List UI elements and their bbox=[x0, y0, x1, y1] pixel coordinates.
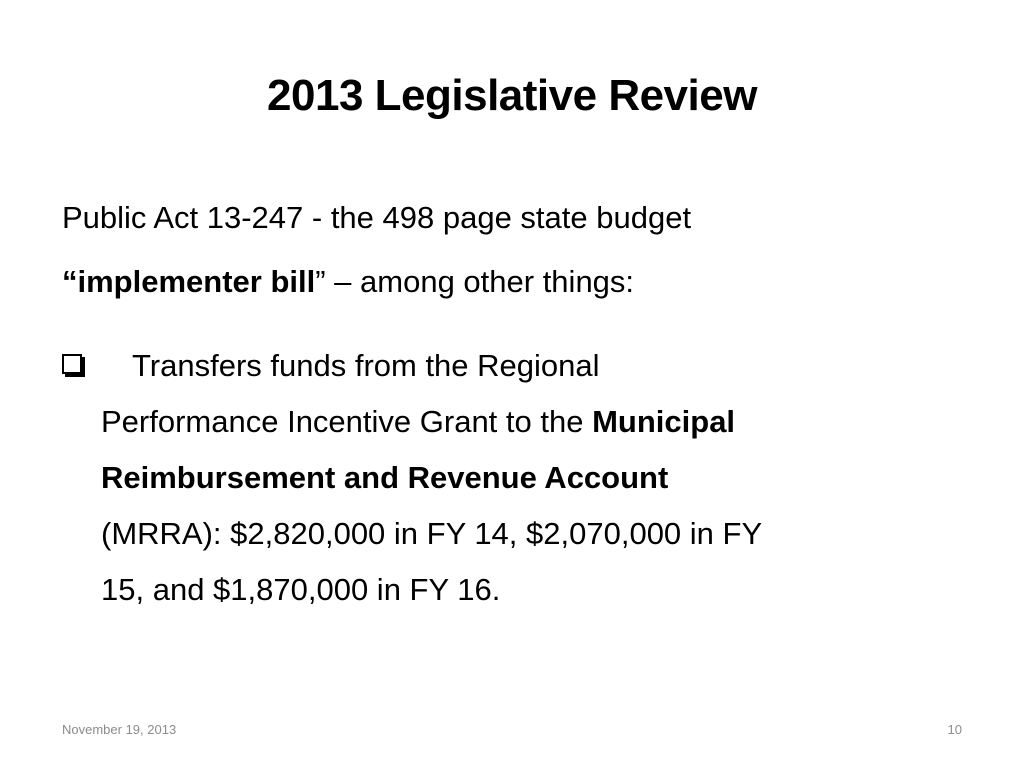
intro-line-2-rest: – among other things: bbox=[325, 264, 635, 299]
bullet-line-1 bbox=[62, 338, 962, 394]
page-number: 10 bbox=[947, 722, 962, 737]
intro-text bbox=[62, 186, 962, 314]
footer-date: November 19, 2013 bbox=[62, 722, 177, 737]
bullet-line-2-text: Performance Incentive Grant to the bbox=[101, 404, 593, 439]
intro-line-1: Public Act 13-247 - the 498 page state budget bbox=[62, 200, 692, 235]
bullet-line-1-text: Transfers funds from the Regional bbox=[132, 348, 600, 383]
bullet-line-3: Reimbursement and Revenue Account bbox=[101, 460, 669, 495]
slide-title: 2013 Legislative Review bbox=[267, 71, 757, 120]
bullet-line-5: 15, and $1,870,000 in FY 16. bbox=[101, 572, 501, 607]
bullet-line-4: (MRRA): $2,820,000 in FY 14, $2,070,000 in FY bbox=[101, 516, 763, 551]
intro-line-2 bbox=[62, 250, 962, 314]
quote-open: “ bbox=[62, 264, 78, 299]
quote-close: ” bbox=[315, 264, 326, 299]
bullet-item bbox=[62, 338, 962, 618]
municipal-term: Municipal bbox=[592, 404, 736, 439]
implementer-bill-term: implementer bill bbox=[77, 264, 316, 299]
bullet-line-2 bbox=[62, 394, 962, 450]
checkbox-icon bbox=[62, 354, 82, 374]
